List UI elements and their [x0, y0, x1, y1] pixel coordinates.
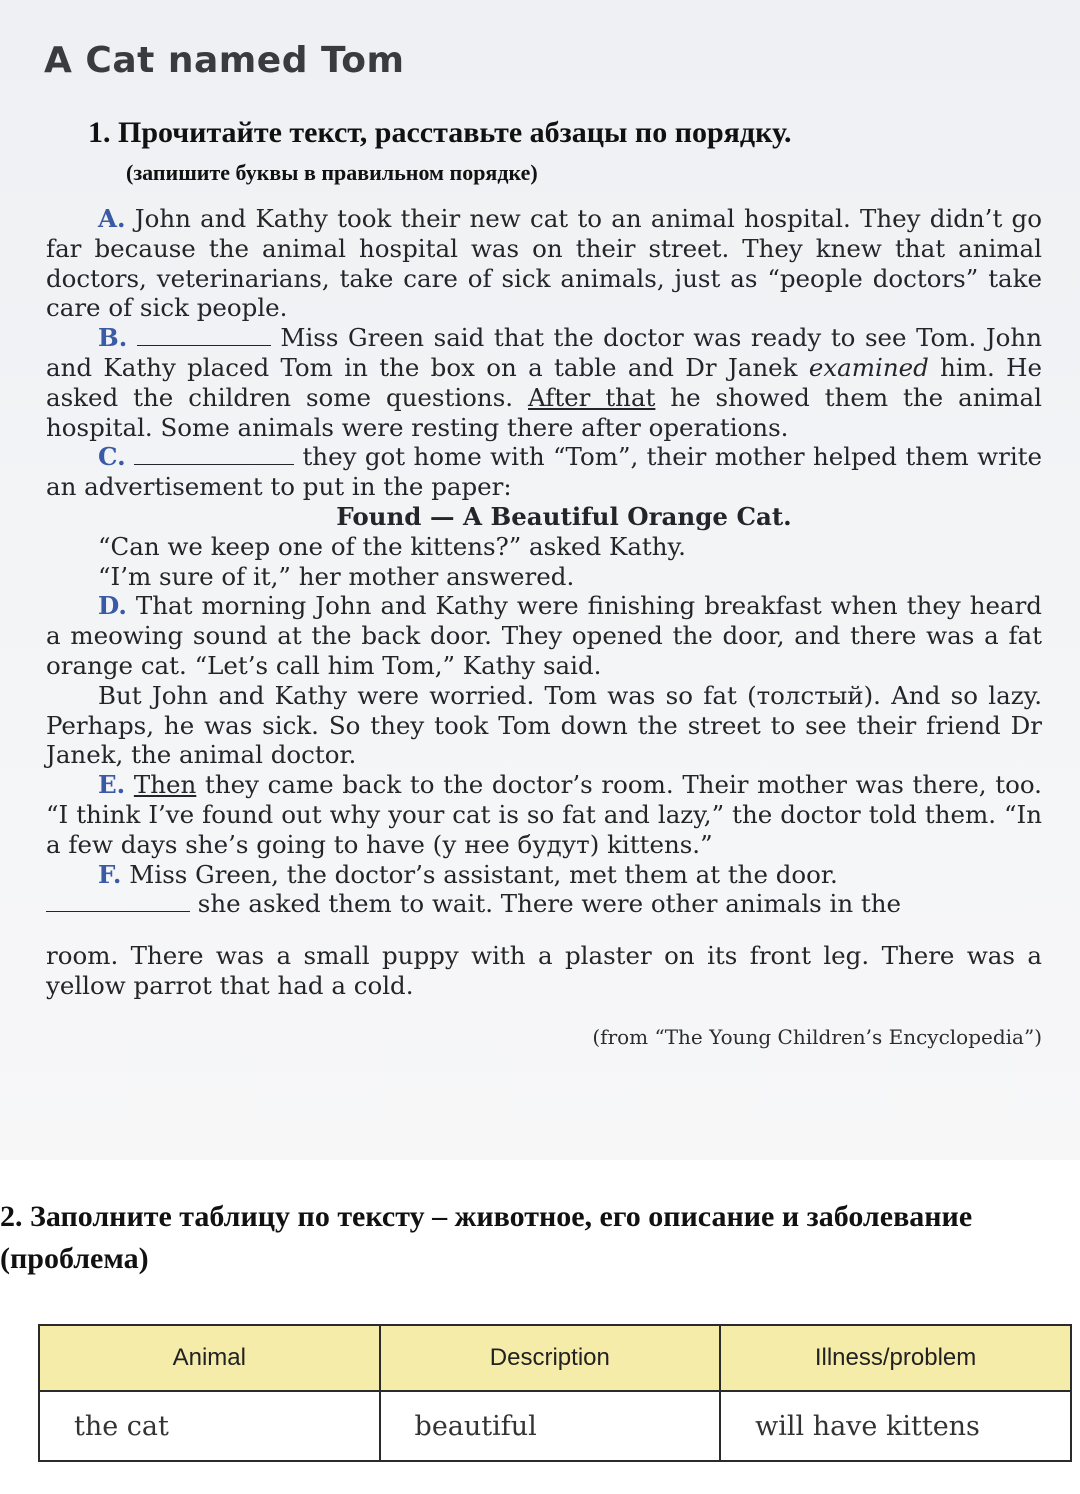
advertisement-line: Found — A Beautiful Orange Cat.: [336, 501, 792, 531]
paragraph-c-text: they got home with “Tom”, their mother helped them write an advertisement to put in the paper:: [46, 442, 1042, 502]
cell-illness[interactable]: will have kittens: [720, 1391, 1071, 1461]
page-title: A Cat named Tom: [44, 40, 405, 81]
paragraph-f-line-3: room. There was a small puppy with a plaster on its front leg. There was a yellow parrot that had a cold.: [46, 941, 1042, 1000]
paragraph-b-text-2: him. He asked the children some questions.: [46, 352, 1042, 412]
paragraph-f: [46, 860, 1042, 890]
paragraph-e: [46, 770, 1042, 859]
task1-heading: 1. Прочитайте текст, расставьте абзацы по порядку.: [88, 116, 792, 149]
answer-blank-f[interactable]: [46, 891, 190, 912]
paragraph-b-italic: examined: [808, 352, 929, 382]
paragraph-letter-c: C.: [98, 442, 126, 472]
column-header-illness: Illness/problem: [720, 1325, 1071, 1391]
answer-blank-c[interactable]: [134, 444, 294, 465]
task2-heading-line2: (проблема): [0, 1242, 149, 1275]
source-citation: (from “The Young Children’s Encyclopedia”): [592, 1024, 1042, 1049]
paragraph-b-text-1: Miss Green said that the doctor was ready to see Tom. John and Kathy placed Tom in the box on a table and Dr Janek: [46, 323, 1042, 382]
cell-animal[interactable]: the cat: [39, 1391, 380, 1461]
paragraph-b-text-3: he showed them the animal hospital. Some animals were resting there after operations.: [46, 382, 1042, 442]
task2-heading-line1: 2. Заполните таблицу по тексту – животное, его описание и заболевание: [0, 1200, 973, 1233]
story-text: [46, 204, 1042, 1053]
cell-description[interactable]: beautiful: [380, 1391, 721, 1461]
paragraph-letter-e: E.: [98, 770, 126, 800]
paragraph-c: [46, 442, 1042, 502]
paragraph-letter-f: F.: [98, 859, 122, 889]
column-header-description: Description: [380, 1325, 721, 1391]
task1-subheading: (запишите буквы в правильном порядке): [126, 160, 538, 185]
answer-blank-b[interactable]: [137, 325, 271, 346]
paragraph-f-text-1: Miss Green, the doctor’s assistant, met them at the door.: [129, 859, 838, 889]
dialogue-line-1: “Can we keep one of the kittens?” asked Kathy.: [98, 531, 686, 561]
paragraph-a-text: John and Kathy took their new cat to an animal hospital. They didn’t go far because the animal hospital was on their street. They knew that animal doctors, veterinarians, take care of sick animals, just as “people doctors” take care of sick people.: [46, 204, 1042, 323]
paragraph-e-underlined: Then: [133, 770, 197, 800]
paragraph-d: [46, 591, 1042, 680]
paragraph-e-text: they came back to the doctor’s room. Their mother was there, too. “I think I’ve found out why your cat is so fat and lazy,” the doctor told them. “In a few days she’s going to have (у нее будут) kittens.”: [46, 770, 1042, 859]
task2-heading: [0, 1196, 1080, 1280]
paragraph-letter-b: B.: [98, 323, 128, 353]
paragraph-d-continued: But John and Kathy were worried. Tom was so fat (толстый). And so lazy. Perhaps, he was sick. So they took Tom down the street to see their friend Dr Janek, the animal doctor.: [46, 680, 1042, 770]
column-header-animal: Animal: [39, 1325, 380, 1391]
dialogue-line-2: “I’m sure of it,” her mother answered.: [98, 561, 575, 591]
paragraph-f-line-2: [46, 889, 1042, 919]
table-row: [39, 1391, 1071, 1461]
paragraph-b-underlined: After that: [528, 382, 656, 412]
paragraph-b: [46, 323, 1042, 442]
paragraph-letter-a: A.: [98, 204, 126, 233]
paragraph-a: [46, 204, 1042, 323]
answer-table: [38, 1324, 1072, 1462]
table-header-row: [39, 1325, 1071, 1391]
paragraph-letter-d: D.: [98, 591, 127, 621]
paragraph-f-text-2: she asked them to wait. There were other animals in the: [197, 889, 902, 919]
paragraph-d-text: That morning John and Kathy were finishing breakfast when they heard a meowing sound at the back door. They opened the door, and there was a fat orange cat. “Let’s call him Tom,” Kathy said.: [46, 591, 1042, 680]
